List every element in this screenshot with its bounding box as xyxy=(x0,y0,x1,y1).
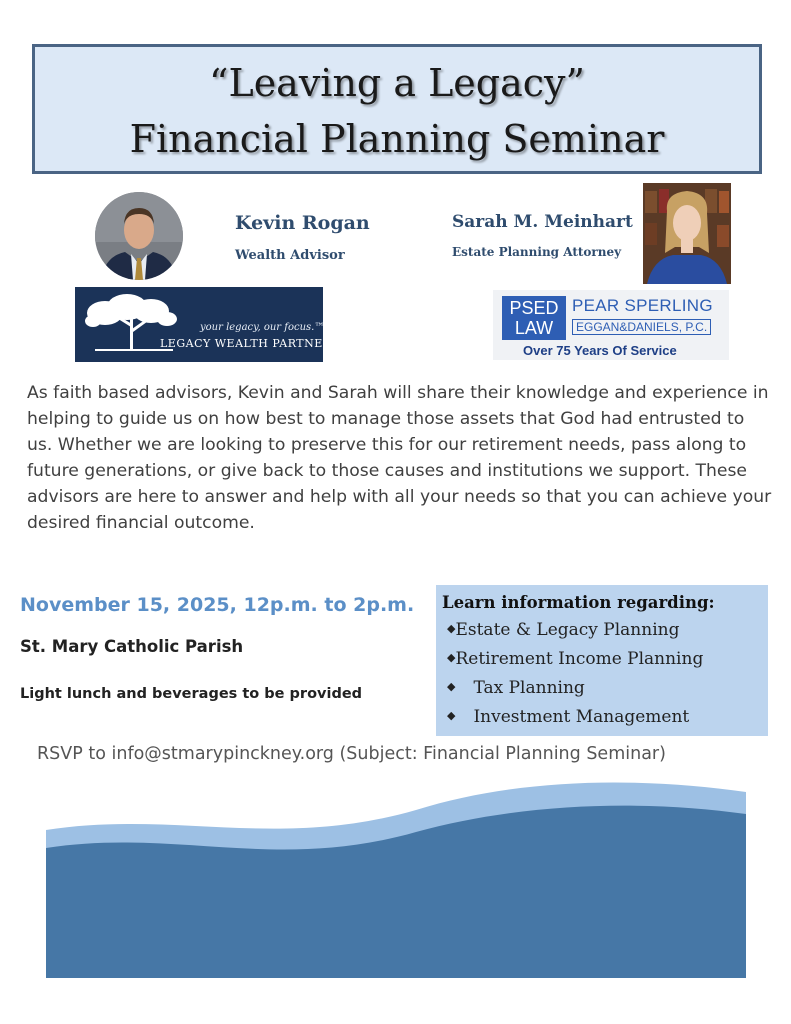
speaker-name-sarah: Sarah M. Meinhart xyxy=(452,212,633,232)
diamond-bullet-icon: ◆ xyxy=(447,680,456,693)
speaker-name-kevin: Kevin Rogan xyxy=(235,212,370,234)
learn-item-label: Investment Management xyxy=(473,707,690,727)
learn-item xyxy=(447,620,679,640)
learn-item xyxy=(447,678,585,698)
seminar-description: As faith based advisors, Kevin and Sarah will share their knowledge and experience in helping to guide us on how best to manage those assets that God had entrusted to us. Whether we are looking to preserve this for our retirement needs, pass along to future generations, or give back to those causes and institutions we support. These advisors are here to answer and help with all your needs so that you can achieve your desired financial outcome. xyxy=(27,383,772,533)
lunch-note: Light lunch and beverages to be provided xyxy=(20,686,363,702)
title-line-2: Financial Planning Seminar xyxy=(129,117,665,161)
decorative-wave xyxy=(46,780,746,978)
learn-item xyxy=(447,649,703,669)
psed-badge-line1: PSED xyxy=(509,298,559,318)
sarah-meinhart-photo xyxy=(643,183,731,284)
learn-item-label: Retirement Income Planning xyxy=(455,649,704,669)
event-location: St. Mary Catholic Parish xyxy=(20,637,244,656)
diamond-bullet-icon: ◆ xyxy=(447,622,456,635)
learn-item-label: Estate & Legacy Planning xyxy=(455,620,680,640)
psed-firm-name-line2: EGGAN&DANIELS, P.C. xyxy=(572,319,711,335)
learn-heading: Learn information regarding: xyxy=(442,593,715,612)
event-date-time: November 15, 2025, 12p.m. to 2p.m. xyxy=(20,594,415,616)
speaker-role-sarah: Estate Planning Attorney xyxy=(452,245,622,259)
psed-firm-name-line1: PEAR SPERLING xyxy=(572,296,713,315)
title-line-1: “Leaving a Legacy” xyxy=(209,61,585,105)
speaker-role-kevin: Wealth Advisor xyxy=(235,248,345,263)
psed-law-badge xyxy=(502,296,566,340)
diamond-bullet-icon: ◆ xyxy=(447,651,456,664)
legacy-wealth-tagline: your legacy, our focus.™ xyxy=(200,322,325,333)
rsvp-line: RSVP to info@stmarypinckney.org (Subject: Financial Planning Seminar) xyxy=(37,744,666,764)
diamond-bullet-icon: ◆ xyxy=(447,709,456,722)
learn-item-label: Tax Planning xyxy=(473,678,585,698)
title-banner xyxy=(32,44,762,174)
kevin-rogan-photo xyxy=(95,192,183,280)
learn-item xyxy=(447,707,689,727)
psed-badge-line2: LAW xyxy=(514,318,554,338)
legacy-wealth-name: LEGACY WEALTH PARTNERS xyxy=(160,337,340,350)
psed-service-tagline: Over 75 Years Of Service xyxy=(523,343,677,358)
